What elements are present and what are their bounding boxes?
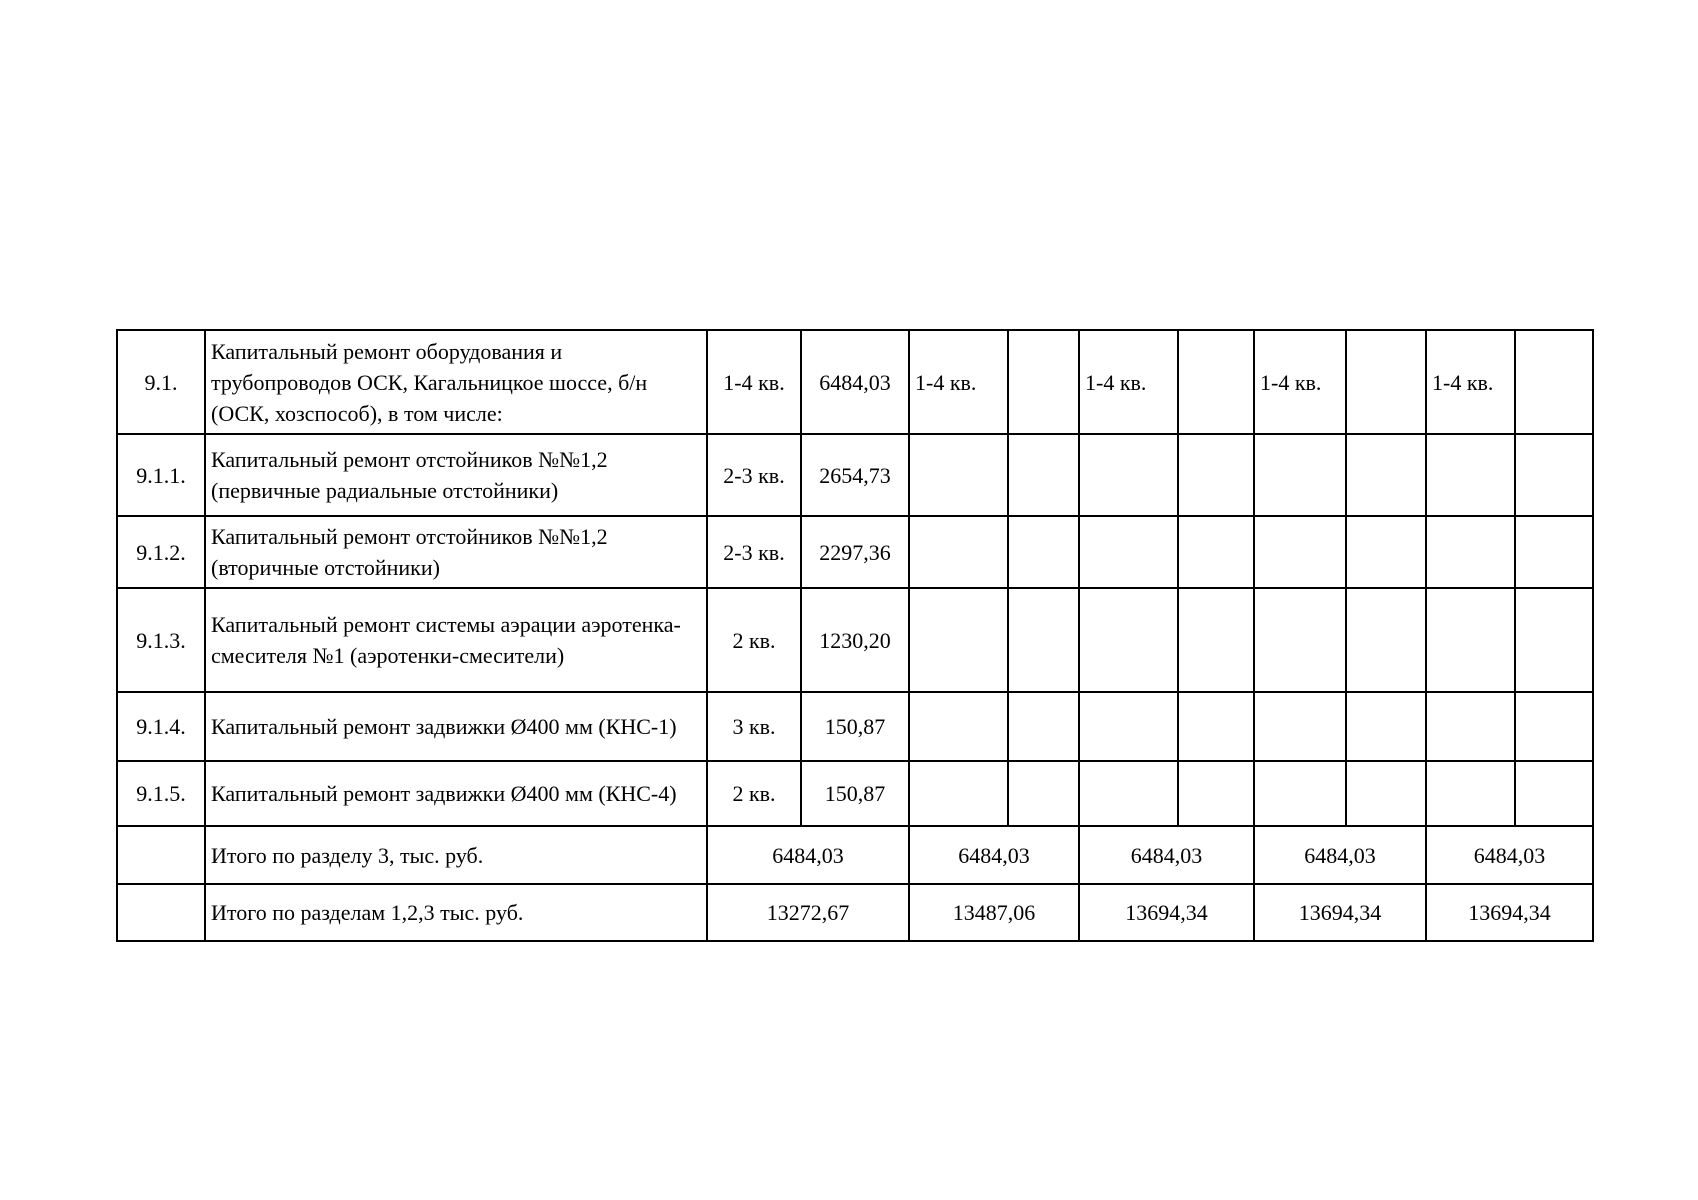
year5-quarter	[1426, 516, 1515, 588]
year3-amount	[1178, 761, 1254, 826]
total-year2: 13487,06	[909, 884, 1079, 941]
row-description: Капитальный ремонт задвижки Ø400 мм (КНС-1)	[205, 692, 707, 761]
year2-quarter	[909, 588, 1008, 692]
total-label: Итого по разделам 1,2,3 тыс. руб.	[205, 884, 707, 941]
year3-amount	[1178, 330, 1254, 434]
total-label: Итого по разделу 3, тыс. руб.	[205, 826, 707, 884]
year3-amount	[1178, 588, 1254, 692]
total-year3: 13694,34	[1079, 884, 1254, 941]
year5-amount	[1515, 516, 1593, 588]
year2-amount	[1008, 588, 1079, 692]
table-row	[117, 516, 1593, 588]
year5-amount	[1515, 761, 1593, 826]
year2-amount	[1008, 516, 1079, 588]
row-description: Капитальный ремонт задвижки Ø400 мм (КНС-4)	[205, 761, 707, 826]
row-description: Капитальный ремонт отстойников №№1,2 (вторичные отстойники)	[205, 516, 707, 588]
year5-quarter	[1426, 434, 1515, 516]
row-amount: 2654,73	[801, 434, 909, 516]
year4-amount	[1346, 330, 1426, 434]
year5-quarter	[1426, 588, 1515, 692]
total-year4: 13694,34	[1254, 884, 1426, 941]
row-quarter: 2-3 кв.	[707, 516, 801, 588]
total-year3: 6484,03	[1079, 826, 1254, 884]
year5-quarter	[1426, 692, 1515, 761]
year4-quarter	[1254, 434, 1346, 516]
year4-amount	[1346, 761, 1426, 826]
total-row	[117, 826, 1593, 884]
year5-quarter	[1426, 761, 1515, 826]
year3-amount	[1178, 692, 1254, 761]
year2-amount	[1008, 330, 1079, 434]
total-number	[117, 884, 205, 941]
year4-quarter	[1254, 588, 1346, 692]
row-amount: 1230,20	[801, 588, 909, 692]
row-amount: 2297,36	[801, 516, 909, 588]
row-amount: 150,87	[801, 761, 909, 826]
row-number: 9.1.2.	[117, 516, 205, 588]
year3-quarter	[1079, 761, 1178, 826]
year3-quarter	[1079, 692, 1178, 761]
year3-quarter	[1079, 588, 1178, 692]
year5-quarter: 1-4 кв.	[1426, 330, 1515, 434]
table-row	[117, 761, 1593, 826]
table-row	[117, 692, 1593, 761]
year2-amount	[1008, 761, 1079, 826]
row-quarter: 2 кв.	[707, 588, 801, 692]
row-quarter: 2-3 кв.	[707, 434, 801, 516]
table-row	[117, 588, 1593, 692]
year3-amount	[1178, 516, 1254, 588]
total-year4: 6484,03	[1254, 826, 1426, 884]
total-row	[117, 884, 1593, 941]
year4-amount	[1346, 692, 1426, 761]
year4-amount	[1346, 516, 1426, 588]
year3-quarter: 1-4 кв.	[1079, 330, 1178, 434]
row-number: 9.1.4.	[117, 692, 205, 761]
year2-quarter: 1-4 кв.	[909, 330, 1008, 434]
year5-amount	[1515, 434, 1593, 516]
row-number: 9.1.1.	[117, 434, 205, 516]
total-year1: 6484,03	[707, 826, 909, 884]
row-description: Капитальный ремонт оборудования и трубопроводов ОСК, Кагальницкое шоссе, б/н (ОСК, хозспособ), в том числе:	[205, 330, 707, 434]
repair-schedule-table	[116, 329, 1594, 942]
year4-quarter: 1-4 кв.	[1254, 330, 1346, 434]
total-year5: 13694,34	[1426, 884, 1593, 941]
year5-amount	[1515, 692, 1593, 761]
year2-amount	[1008, 434, 1079, 516]
row-number: 9.1.	[117, 330, 205, 434]
row-description: Капитальный ремонт отстойников №№1,2 (первичные радиальные отстойники)	[205, 434, 707, 516]
year5-amount	[1515, 330, 1593, 434]
row-quarter: 3 кв.	[707, 692, 801, 761]
year4-quarter	[1254, 692, 1346, 761]
year3-quarter	[1079, 516, 1178, 588]
row-amount: 150,87	[801, 692, 909, 761]
year2-quarter	[909, 516, 1008, 588]
year2-amount	[1008, 692, 1079, 761]
row-number: 9.1.3.	[117, 588, 205, 692]
year3-amount	[1178, 434, 1254, 516]
year4-quarter	[1254, 761, 1346, 826]
year3-quarter	[1079, 434, 1178, 516]
row-amount: 6484,03	[801, 330, 909, 434]
row-quarter: 1-4 кв.	[707, 330, 801, 434]
table-row	[117, 330, 1593, 434]
year2-quarter	[909, 434, 1008, 516]
row-description: Капитальный ремонт системы аэрации аэротенка-смесителя №1 (аэротенки-смесители)	[205, 588, 707, 692]
year4-amount	[1346, 434, 1426, 516]
year2-quarter	[909, 692, 1008, 761]
total-year1: 13272,67	[707, 884, 909, 941]
total-year5: 6484,03	[1426, 826, 1593, 884]
year4-amount	[1346, 588, 1426, 692]
table-row	[117, 434, 1593, 516]
year2-quarter	[909, 761, 1008, 826]
row-quarter: 2 кв.	[707, 761, 801, 826]
row-number: 9.1.5.	[117, 761, 205, 826]
year5-amount	[1515, 588, 1593, 692]
year4-quarter	[1254, 516, 1346, 588]
total-year2: 6484,03	[909, 826, 1079, 884]
total-number	[117, 826, 205, 884]
